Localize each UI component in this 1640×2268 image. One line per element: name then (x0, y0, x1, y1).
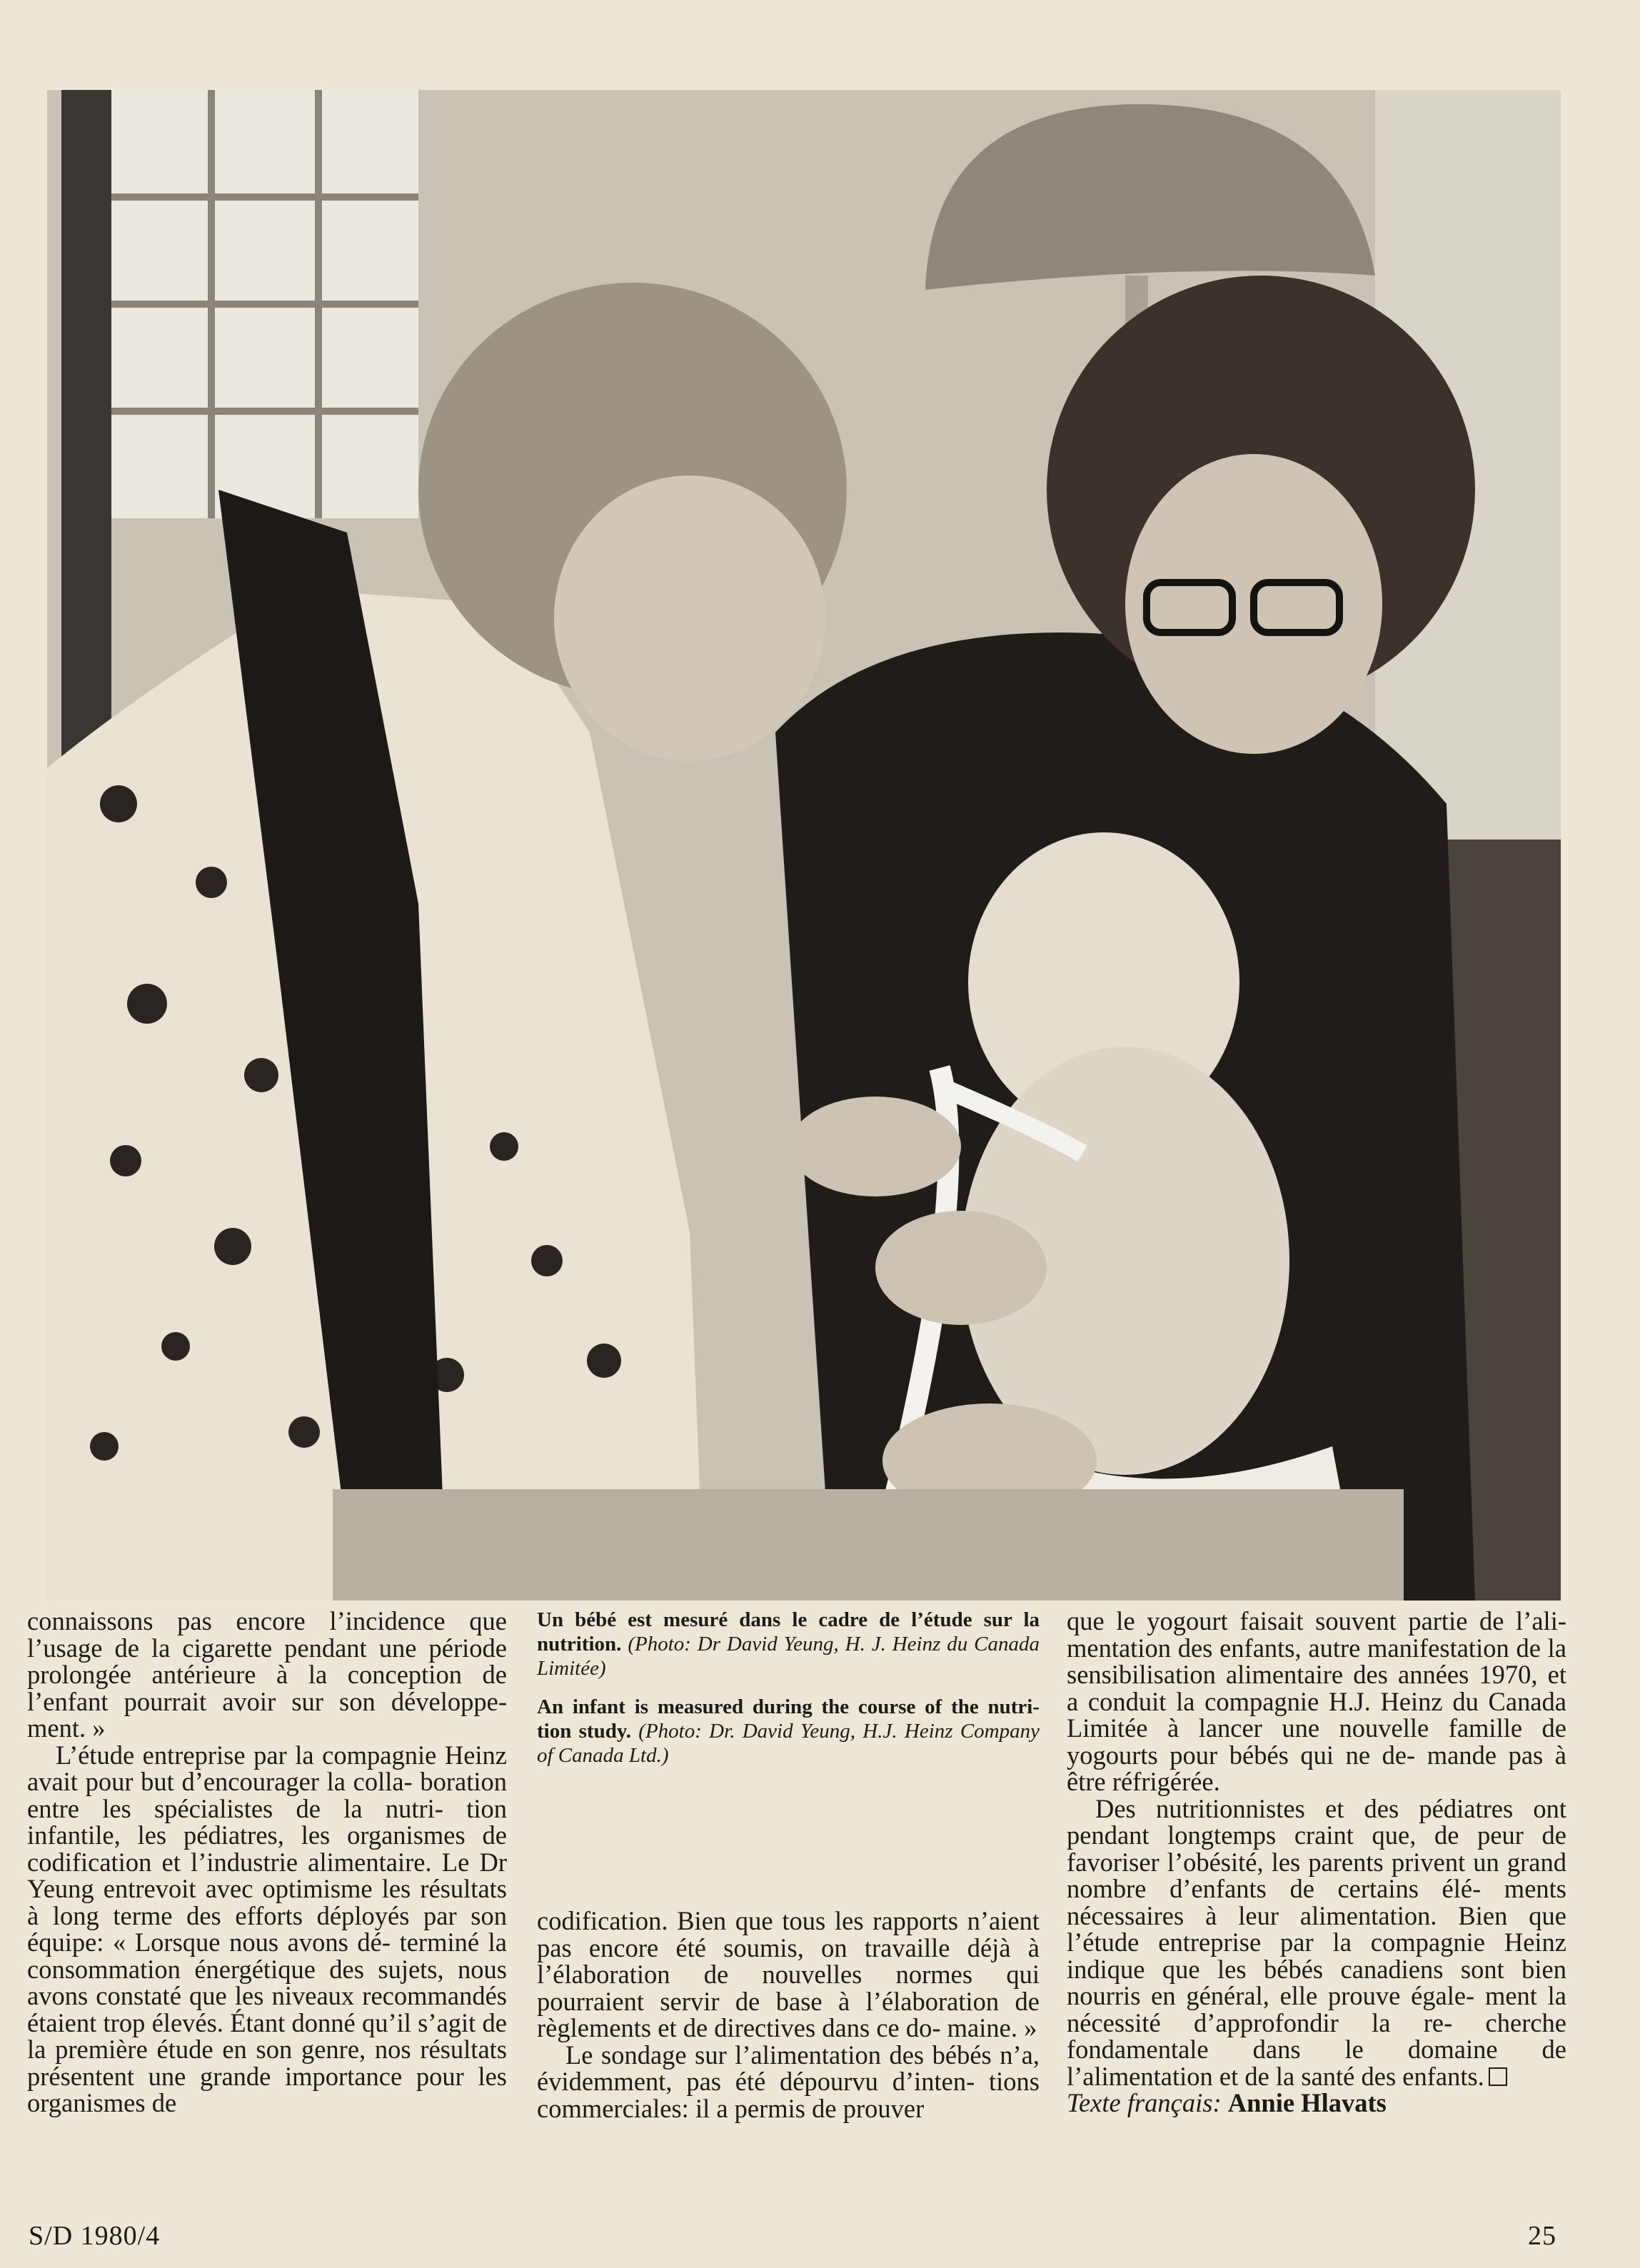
caption-english-text: An infant is measured during the course of the nutri- tion study. (537, 1695, 1040, 1743)
page-number: 25 (1528, 2221, 1556, 2251)
caption-french-credit: (Photo: Dr David Yeung, H. J. Heinz du Canada Limitée) (537, 1633, 1040, 1680)
translator-name: Annie Hlavats (1227, 2088, 1387, 2117)
paragraph: codification. Bien que tous les rapports n’aient pas encore été soumis, on travaille déjà à l’élaboration de nouvelles normes qui pourraient servir de base à l’élaboration de règlements et de directives dans ce do- maine. » (537, 1906, 1040, 2042)
caption-french (537, 1608, 1040, 1680)
caption-french-text: Un bébé est mesuré dans le cadre de l’étude sur la nutrition. (537, 1608, 1040, 1655)
photograph-infant-measured-icon (47, 90, 1561, 1601)
caption-english (537, 1695, 1040, 1768)
caption-english-credit: (Photo: Dr. David Yeung, H.J. Heinz Company of Canada Ltd.) (537, 1720, 1040, 1767)
text-column-3 (1067, 1608, 1566, 2117)
paragraph: que le yogourt faisait souvent partie de l’ali- mentation des enfants, autre manifestation de la sensibilisation alimentaire des années 1970, et a conduit la compagnie H.J. Heinz du Canada Limitée à lancer une nouvelle famille de yogourts pour bébés qui ne de- mande pas à être réfrigérée. (1067, 1606, 1566, 1796)
article-photo (47, 90, 1561, 1601)
issue-label: S/D 1980/4 (29, 2221, 161, 2251)
translator-credit (1067, 2090, 1566, 2117)
translator-label: Texte français: (1067, 2088, 1222, 2117)
paragraph (1067, 1795, 1566, 2090)
paragraph-text: Des nutritionnistes et des pédiatres ont pendant longtemps craint que, de peur de favoriser l’obésité, les parents privent un grand nombre d’enfants de certains élé- ments nécessaires à leur alimentation. Bien que l’étude entreprise par la compagnie Heinz indique que les bébés canadiens sont bien nourris en général, elle prouve égale- ment la nécessité d’approfondir la re- cherche fondamentale dans le domaine de l’alimentation et de la santé des enfants. (1067, 1793, 1566, 2091)
text-column-1 (27, 1608, 507, 2117)
end-mark-icon (1489, 2067, 1507, 2086)
paragraph: Le sondage sur l’alimentation des bébés n’a, évidemment, pas été dépourvu d’inten- tions commerciales: il a permis de prouver (537, 2040, 1040, 2123)
text-column-2 (537, 1608, 1040, 2123)
paragraph: L’étude entreprise par la compagnie Heinz avait pour but d’encourager la colla- boration entre les spécialistes de la nutri- tion infantile, les pédiatres, les organismes de codification et l’industrie alimentaire. Le Dr Yeung entrevoit avec optimisme les résultats à long terme des efforts déployés par son équipe: « Lorsque nous avons dé- terminé la consommation énergétique des sujets, nous avons constaté que les niveaux recommandés étaient trop élevés. Étant donné qu’il s’agit de la première étude en son genre, nos résultats présentent une grande importance pour les organismes de (27, 1740, 507, 2117)
photo-caption (537, 1608, 1040, 1768)
column-2-body (537, 1907, 1040, 2122)
paragraph: connaissons pas encore l’incidence que l’usage de la cigarette pendant une période prolongée antérieure à la conception de l’enfant pourrait avoir sur son développe- ment. » (27, 1606, 507, 1743)
